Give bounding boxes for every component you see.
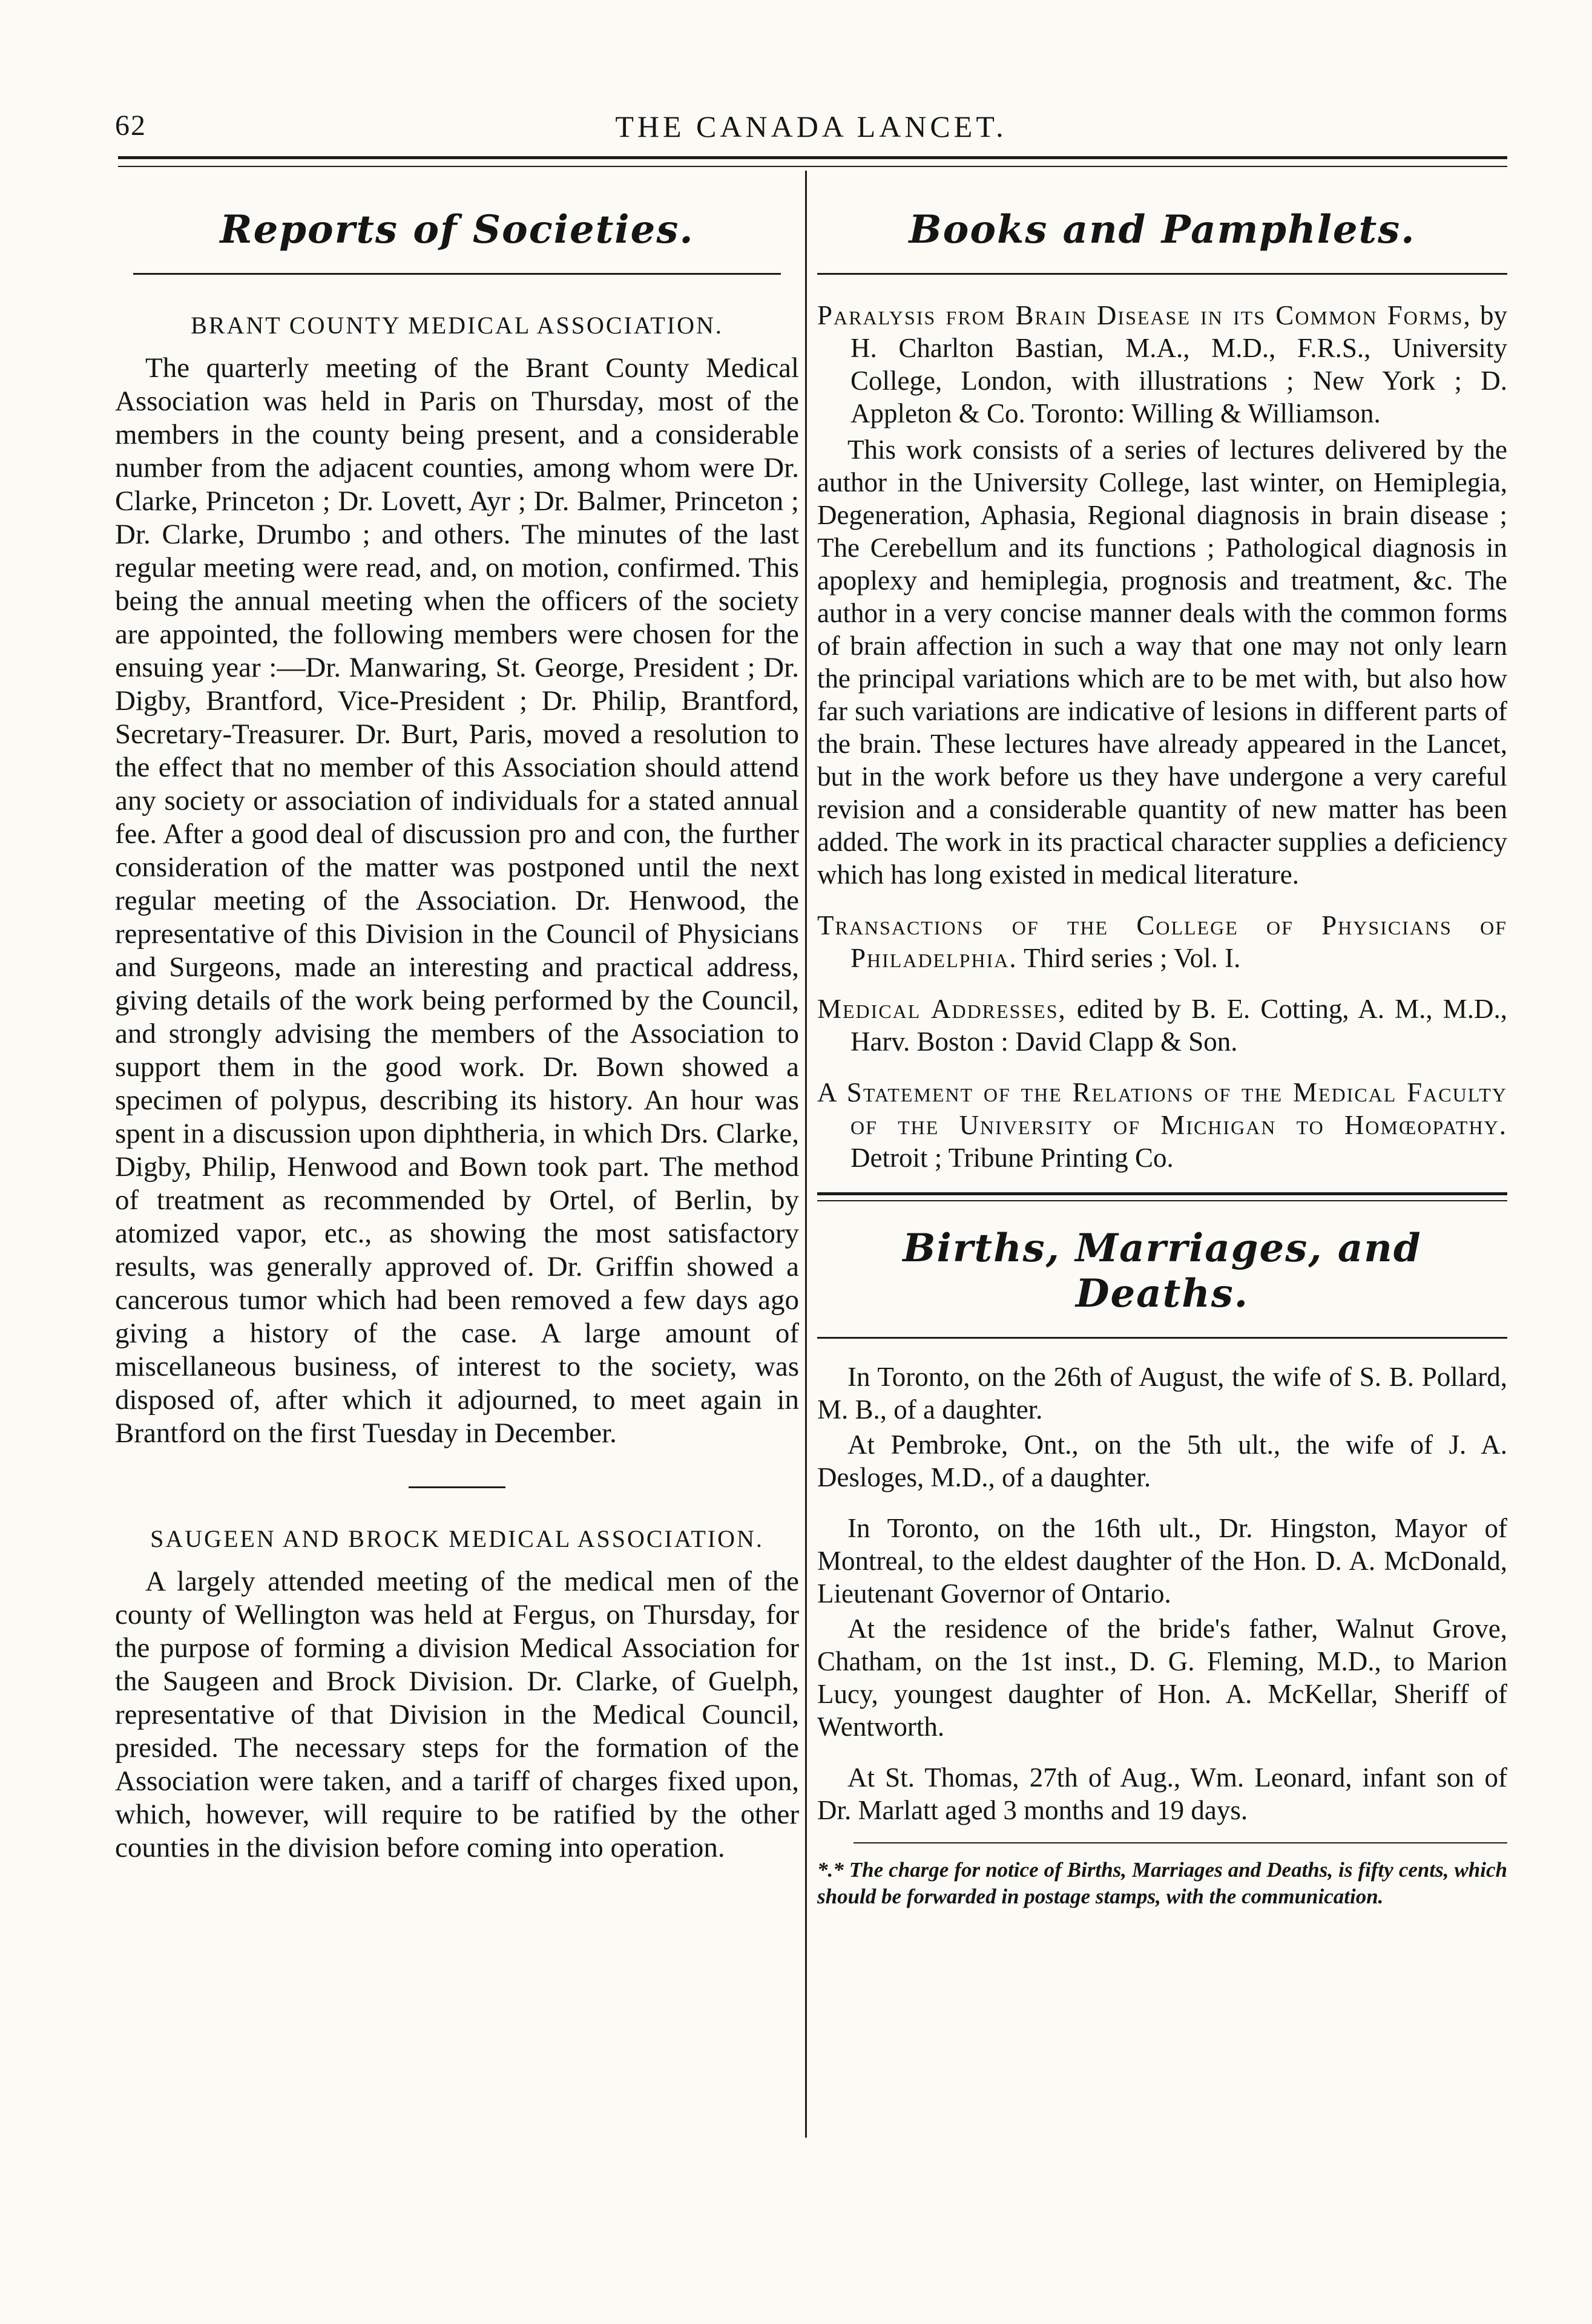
- saugeen-brock-title: SAUGEEN AND BROCK MEDICAL ASSOCIATION.: [150, 1525, 764, 1552]
- saugeen-brock-report: A largely attended meeting of the medical men of the county of Wellington was held at Fergus, on Thursday, for the purpose of forming a division Medical Association for the Saugeen and Brock Division. Dr. Clarke, of Guelph, representative of that Division in the Medical Council, presided. The necessary steps for the formation of the Association were taken, and a tariff of charges fixed upon, which, however, will require to be ratified by the other counties in the division before coming into operation.: [115, 1566, 799, 1863]
- book-title: Transactions of the College of Physicians of Philadelphia.: [817, 910, 1507, 973]
- section-separator: [409, 1486, 505, 1488]
- notice-charge-note: [817, 1857, 1507, 1910]
- header-rule-thin: [118, 166, 1507, 167]
- book-entry-paralysis: [817, 299, 1507, 430]
- brant-county-title: BRANT COUNTY MEDICAL ASSOCIATION.: [191, 312, 723, 339]
- book-citation: by H. Charlton Bastian, M.A., M.D., F.R.S., University College, London, with illustrations ; New York ; D. Appleton & Co. Toronto: Willing & Williamson.: [850, 300, 1507, 428]
- header-rule-thick: [118, 156, 1507, 159]
- marriage-notice: At the residence of the bride's father, Walnut Grove, Chatham, on the 1st inst., D. G. Fleming, M.D., to Marion Lucy, youngest daughter of Hon. A. McKellar, Sheriff of Wentworth.: [817, 1613, 1507, 1742]
- book-entry-transactions: [817, 909, 1507, 974]
- birth-notice: At Pembroke, Ont., on the 5th ult., the wife of J. A. Desloges, M.D., of a daughter.: [817, 1430, 1507, 1492]
- book-entry-addresses: [817, 993, 1507, 1058]
- page-number: 62: [115, 110, 146, 142]
- book-citation: Third series ; Vol. I.: [1024, 943, 1241, 973]
- column-divider: [805, 171, 807, 2138]
- left-column: [115, 171, 799, 1865]
- notice-rule: [854, 1842, 1507, 1843]
- book-entry-statement: [817, 1076, 1507, 1174]
- page-header: [115, 109, 1507, 157]
- death-notice: At St. Thomas, 27th of Aug., Wm. Leonard, infant son of Dr. Marlatt aged 3 months and 19 days.: [817, 1762, 1507, 1825]
- birth-notice: In Toronto, on the 26th of August, the wife of S. B. Pollard, M. B., of a daughter.: [817, 1362, 1507, 1425]
- book-title: Medical Addresses,: [817, 994, 1067, 1024]
- births-marriages-deaths-heading: Births, Marriages, and Deaths.: [903, 1226, 1422, 1316]
- reports-of-societies-heading: Reports of Societies.: [220, 207, 694, 252]
- journal-title: THE CANADA LANCET.: [615, 110, 1007, 143]
- brant-county-report: The quarterly meeting of the Brant County Medical Association was held in Paris on Thursday, most of the members in the county being present, and a considerable number from the adjacent counties, among whom were Dr. Clarke, Princeton ; Dr. Lovett, Ayr ; Dr. Balmer, Princeton ; Dr. Clarke, Drumbo ; and others. The minutes of the last regular meeting were read, and, on motion, confirmed. This being the annual meeting when the officers of the society are appointed, the following members were chosen for the ensuing year :—Dr. Manwaring, St. George, President ; Dr. Digby, Brantford, Vice-President ; Dr. Philip, Brantford, Secretary-Treasurer. Dr. Burt, Paris, moved a resolution to the effect that no member of this Association should attend any society or association of individuals for a stated annual fee. After a good deal of discussion pro and con, the further consideration of the matter was postponed until the next regular meeting of the Association. Dr. Henwood, the representative of this Division in the Council of Physicians and Surgeons, made an interesting and practical address, giving details of the work being performed by the Council, and strongly advising the members of the Association to support them in the good work. Dr. Bown showed a specimen of polypus, describing its history. An hour was spent in a discussion upon diphtheria, in which Drs. Clarke, Digby, Philip, Henwood and Bown took part. The method of treatment as recommended by Ortel, of Berlin, by atomized vapor, etc., as showing the most satisfactory results, was generally approved of. Dr. Griffin showed a cancerous tumor which had been removed a few days ago giving a history of the case. A large amount of miscellaneous business, of interest to the society, was disposed of, after which it adjourned, to meet again in Brantford on the first Tuesday in December.: [115, 352, 799, 1449]
- notice-text: The charge for notice of Births, Marriages and Deaths, is fifty cents, which should be forwarded in postage stamps, with the communication.: [817, 1858, 1508, 1908]
- book-citation: Detroit ; Tribune Printing Co.: [850, 1143, 1174, 1173]
- book-review-paralysis: This work consists of a series of lectures delivered by the author in the University College, last winter, on Hemiplegia, Degeneration, Aphasia, Regional diagnosis in brain disease ; The Cerebellum and its functions ; Pathological diagnosis in apoplexy and hemiplegia, prognosis and treatment, &c. The author in a very concise manner deals with the common forms of brain affection in such a way that one may not only learn the principal variations which are to be met with, but also how far such variations are indicative of lesions in different parts of the brain. These lectures have already appeared in the Lancet, but in the work before us they have undergone a very careful revision and a considerable quantity of new matter has been added. The work in its practical character supplies a deficiency which has long existed in medical literature.: [817, 435, 1507, 890]
- book-citation: edited by B. E. Cotting, A. M., M.D., Harv. Boston : David Clapp & Son.: [850, 994, 1508, 1057]
- section-rule-thick: [817, 1192, 1507, 1195]
- book-title: A Statement of the Relations of the Medical Faculty of the University of Michigan to Homœopathy.: [817, 1077, 1507, 1140]
- books-and-pamphlets-heading: Books and Pamphlets.: [909, 207, 1416, 252]
- heading-rule: [133, 273, 781, 275]
- right-column: [817, 171, 1507, 1910]
- book-title: Paralysis from Brain Disease in its Common Forms,: [817, 300, 1472, 330]
- notice-marker: *.*: [817, 1858, 844, 1882]
- marriage-notice: In Toronto, on the 16th ult., Dr. Hingston, Mayor of Montreal, to the eldest daughter of the Hon. D. A. McDonald, Lieutenant Governor of Ontario.: [817, 1513, 1507, 1609]
- section-rule-thin: [817, 1200, 1507, 1201]
